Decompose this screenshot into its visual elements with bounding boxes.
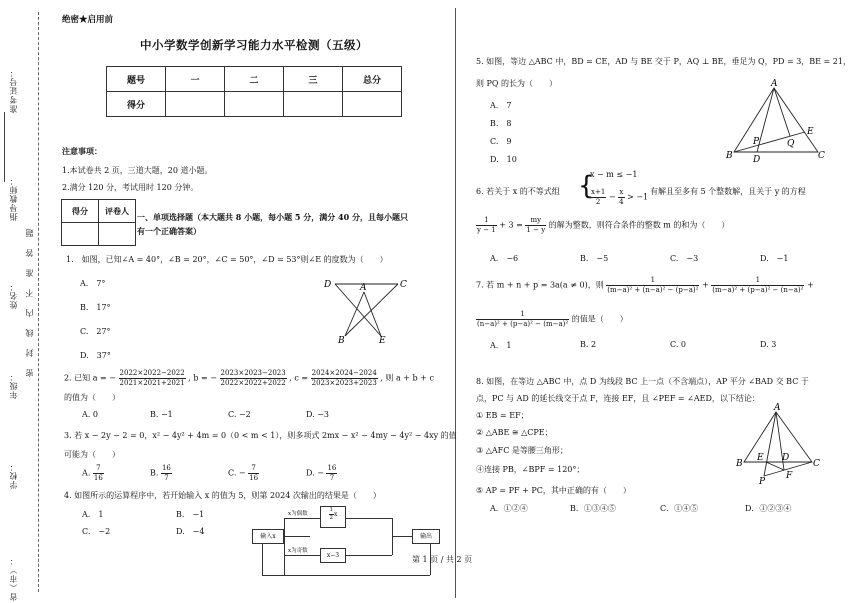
q6-option-c[interactable]: C. −3 [670,254,699,263]
score-table [106,66,402,117]
q5-option-d[interactable]: D. 10 [490,155,517,164]
q2-option-c[interactable]: C. −2 [228,410,251,419]
q6-option-b[interactable]: B. −5 [580,254,609,263]
seal-char: 准 [25,268,34,277]
q2-option-d[interactable]: D. −3 [306,410,330,419]
q2-stem: 2. 已知 a = − $\frac{2022\times 2022-2022}{2021\times 2021+2021}$ , b = − $\frac{2023\times 2023-2023}{2022\times 2022+2022}$ , c = $\frac{2024\times 2024-2024}{2023\times 2023+2023}$ , 则 a + b + c [64,369,434,387]
fig-label: D [753,155,761,164]
note-item: 2.满分 120 分，考试用时 120 分钟。 [62,183,199,192]
fig-label: C [813,459,820,469]
section1-heading: 一、单项选择题（本大题共 8 小题，每小题 5 分，满分 40 分，且每小题只 [137,212,408,222]
fig-label: B [338,336,345,344]
binding-line [38,12,39,592]
q8-item-3: ③ △AFC 是等腰三角形； [476,446,568,455]
q3-stem: 3. 若 x − 2y − 2 = 0，x² − 4y² + 4m = 0（0 < m < 1），则多项式 2mx − x² − 4my − 4y² − 4xy 的值 [64,431,457,440]
q3-option-b[interactable]: B. $\frac{16}{7}$ [150,464,171,482]
fig-label: A [774,403,781,413]
q7-stem-2: $\frac{1}{\text{(n−a)² + (p−a)² − (m−a)²}}$ 的值是（ ） [477,310,628,328]
q8-stem-2: 点，PC 与 AD 的延长线交于点 F，连接 EF，且 ∠PEF = ∠AED，以下结论： [476,394,760,403]
rater-grader-cell[interactable] [99,223,136,246]
seal-char: 线 [25,328,34,337]
brace: { [578,171,595,201]
grade-label: 年级： [9,372,18,399]
q6-equation: $\frac{1}{y - 1}$ + 3 = $\frac{my}{1 - y}$ 的解为整数，则符合条件的整数 m 的和为（ ） [477,216,730,234]
q7-option-d[interactable]: D. 3 [760,340,777,349]
q6-inequality-1: x − m ≤ −1 [590,170,638,179]
fig-label: P [759,477,766,486]
input-box: 输入x [252,529,284,544]
q4-option-a[interactable]: A. 1 [82,510,104,519]
output-box: 输出 [412,529,440,544]
fig-label: A [360,283,367,293]
fig-label: B [726,151,733,161]
q1-stem: 1. 如图，已知∠A = 40°，∠B = 20°，∠C = 50°，∠D = 53°则∠E 的度数为（ ） [66,255,388,264]
score-header: 总分 [343,67,402,92]
q8-item-5: ⑤ AP = PF + PC，其中正确的有（ ） [476,486,631,495]
score-cell[interactable] [225,92,284,117]
seal-char: 题 [25,228,34,237]
q7-option-c[interactable]: C. 0 [670,340,687,349]
fraction: $\frac{2022\times 2022-2022}{2021\times 2021+2021}$ [119,369,185,387]
q2-option-b[interactable]: B. −1 [150,410,173,419]
score-row-label: 得分 [107,92,166,117]
seal-char: 不 [25,288,34,297]
fig-label: E [807,127,814,137]
rater-score-cell[interactable] [62,223,99,246]
odd-label: x为偶数 [288,511,308,517]
minus3-box: x−3 [320,548,346,563]
q5-stem-2: 则 PQ 的长为（ ） [476,79,558,88]
fraction: $\frac{2023\times 2023-2023}{2022\times 2022+2022}$ [220,369,286,387]
q8-option-d[interactable]: D．①②③④ [745,504,792,513]
fig-label: A [771,79,778,89]
rater-grader-label: 评卷人 [99,200,136,223]
q4-stem: 4. 如图所示的运算程序中，若开始输入 x 的值为 5，则第 2024 次输出的结果是（ ） [64,491,381,500]
q5-option-a[interactable]: A. 7 [490,101,512,110]
q1-option-c[interactable]: C. 27° [80,327,111,336]
score-header: 三 [284,67,343,92]
q3-option-d[interactable]: D. − $\frac{16}{7}$ [306,464,337,482]
page-title: 中小学数学创新学习能力水平检测（五级） [140,38,368,52]
seal-char: 内 [25,308,34,317]
score-cell[interactable] [343,92,402,117]
fig-label: D [324,280,332,290]
q7-stem: 7. 若 m + n + p = 3a(a ≠ 0)，则 $\frac{1}{\text{(m−a)² + (n−a)² − (p−a)²}}$ + $\frac{1}{\text{(m−a)² + (p−a)² − (n−a)²}}$ + [476,276,814,294]
q2-stem-2: 的值为（ ） [64,393,120,402]
school-label: 学校： [9,462,18,489]
q4-option-d[interactable]: D. −4 [176,527,205,536]
even-label: x为奇数 [288,548,308,554]
q6-stem: 6. 若关于 x 的不等式组 [476,187,560,196]
fig-label: C [400,280,407,290]
admission-label: 准考证号： [9,68,18,113]
column-divider [455,8,456,598]
score-header: 题号 [107,67,166,92]
seal-char: 封 [25,348,34,357]
q5-option-b[interactable]: B. 8 [490,119,512,128]
q6-stem-cont: 有解且至多有 5 个整数解，且关于 y 的方程 [650,187,806,196]
fig-label: E [379,336,386,344]
section1-heading-2: 有一个正确答案） [137,226,201,236]
fig-label: B [736,459,743,469]
q1-option-d[interactable]: D. 37° [80,351,111,360]
q3-option-c[interactable]: C. − $\frac{7}{16}$ [228,464,259,482]
q5-option-c[interactable]: C. 9 [490,137,512,146]
q8-item-1: ① EB = EF； [476,411,529,420]
q6-option-d[interactable]: D. −1 [760,254,789,263]
q2-option-a[interactable]: A. 0 [82,410,98,419]
fig-label: E [757,453,764,463]
q1-option-a[interactable]: A. 7° [80,279,106,288]
fig-label: F [786,471,793,481]
q7-option-a[interactable]: A. 1 [490,341,512,350]
q8-figure [734,402,826,486]
q8-option-a[interactable]: A．①②④ [490,504,528,513]
fig-label: C [818,151,825,161]
score-header: 二 [225,67,284,92]
q8-option-c[interactable]: C．①④⑤ [660,504,699,513]
q8-stem: 8. 如图，在等边 △ABC 中，点 D 为线段 BC 上一点（不含端点），AP 平分 ∠BAD 交 BC 于 [476,377,809,386]
q6-option-a[interactable]: A. −6 [490,254,519,263]
q6-inequality-2: $\frac{x+1}{2}$ − $\frac{x}{4}$ > −1 [591,188,649,206]
half-box: $\frac{1}{2}$ x [320,506,346,528]
rater-table [61,199,136,246]
q3-stem-2: 可能为（ ） [64,450,120,459]
page-footer: 第 1 页 / 共 2 页 [412,555,473,564]
q4-option-c[interactable]: C. −2 [82,527,111,536]
score-cell[interactable] [284,92,343,117]
seal-char: 答 [25,248,34,257]
q5-figure [724,78,828,164]
name-label: 姓名： [9,282,18,309]
fig-label: P [753,137,760,147]
fig-label: D [782,453,790,463]
notes-heading: 注意事项： [62,146,102,156]
score-cell[interactable] [166,92,225,117]
q4-option-b[interactable]: B. −1 [176,510,205,519]
q1-figure [318,274,418,344]
q1-option-b[interactable]: B. 17° [80,303,111,312]
q7-option-b[interactable]: B. 2 [580,340,597,349]
fig-label: Q [787,139,795,149]
seal-char: 密 [25,368,34,377]
q8-option-b[interactable]: B．①③④⑤ [570,504,616,513]
q8-item-2: ② △ABE ≅ △CPE； [476,428,553,437]
note-item: 1.本试卷共 2 页，三道大题，20 道小题。 [62,166,213,175]
q8-item-4: ④连接 PB，∠BPF = 120°； [476,465,585,474]
fraction: $\frac{2024\times 2024-2024}{2023\times 2023+2023}$ [311,369,377,387]
secret-mark: 绝密★启用前 [62,15,114,25]
province-label: 省（市）： [9,556,18,601]
q3-option-a[interactable]: A. $\frac{7}{16}$ [82,464,103,482]
q5-stem: 5. 如图，等边 △ABC 中，BD = CE，AD 与 BE 交于 P，AQ ⊥ BE，垂足为 Q，PD = 3，BE = 21， [476,57,851,66]
rater-score-label: 得分 [62,200,99,223]
score-header: 一 [166,67,225,92]
teacher-label: 指导教师： [9,176,18,221]
